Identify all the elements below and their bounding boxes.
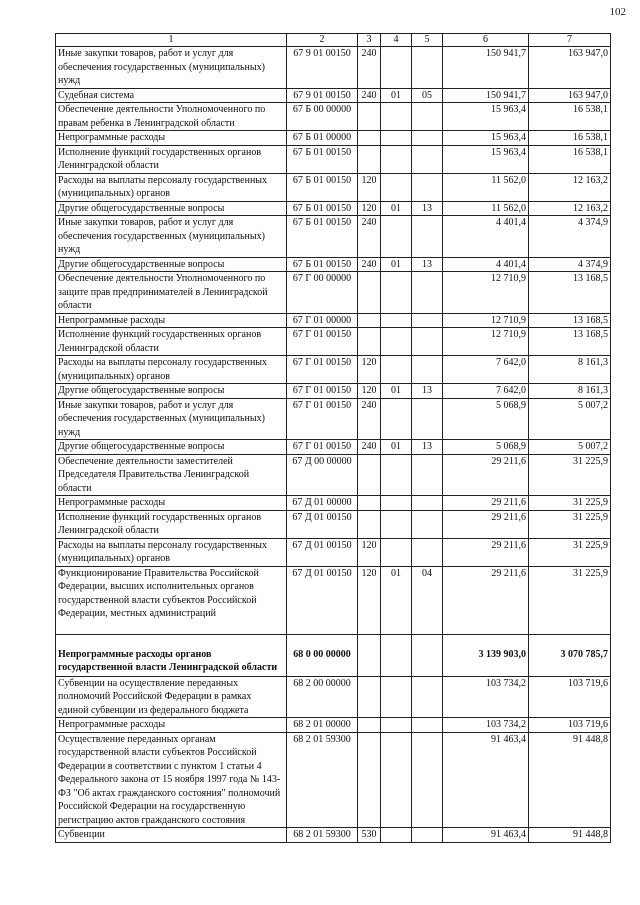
row-value-2018-cell: 12 710,9	[443, 328, 529, 356]
row-code-cell: 67 Д 01 00150	[287, 566, 358, 634]
row-rz-cell	[381, 216, 412, 258]
row-name-cell: Судебная система	[56, 88, 287, 103]
header-row	[56, 34, 611, 47]
row-vr-cell	[358, 272, 381, 314]
table-row	[56, 510, 611, 538]
row-rz-cell	[381, 173, 412, 201]
row-rz-cell	[381, 47, 412, 89]
header-cell: 4	[381, 34, 412, 47]
row-vr-cell: 240	[358, 440, 381, 455]
row-code-cell: 68 2 00 00000	[287, 676, 358, 718]
row-pr-cell	[412, 398, 443, 440]
row-code-cell: 67 Г 01 00150	[287, 384, 358, 399]
row-value-2019-cell: 4 374,9	[529, 216, 611, 258]
row-pr-cell: 13	[412, 257, 443, 272]
row-name-cell: Субвенции	[56, 828, 287, 843]
row-pr-cell	[412, 216, 443, 258]
row-vr-cell	[358, 510, 381, 538]
row-pr-cell	[412, 510, 443, 538]
row-code-cell: 67 Г 00 00000	[287, 272, 358, 314]
row-value-2018-cell: 150 941,7	[443, 47, 529, 89]
row-name-cell: Иные закупки товаров, работ и услуг для обеспечения государственных (муниципальных) нужд	[56, 47, 287, 89]
row-pr-cell: 13	[412, 201, 443, 216]
row-pr-cell	[412, 538, 443, 566]
row-rz-cell	[381, 634, 412, 676]
row-vr-cell: 240	[358, 257, 381, 272]
row-value-2018-cell: 15 963,4	[443, 103, 529, 131]
row-vr-cell	[358, 145, 381, 173]
table-body	[56, 47, 611, 843]
row-rz-cell: 01	[381, 566, 412, 634]
row-name-cell: Исполнение функций государственных органов Ленинградской области	[56, 145, 287, 173]
row-name-cell: Другие общегосударственные вопросы	[56, 440, 287, 455]
row-name-cell: Субвенции на осуществление переданных полномочий Российской Федерации в рамках единой субвенции из федерального бюджета	[56, 676, 287, 718]
row-value-2019-cell: 4 374,9	[529, 257, 611, 272]
row-name-cell: Непрограммные расходы	[56, 718, 287, 733]
row-value-2018-cell: 4 401,4	[443, 216, 529, 258]
row-code-cell: 67 9 01 00150	[287, 47, 358, 89]
table-row	[56, 88, 611, 103]
row-code-cell: 67 Д 01 00150	[287, 538, 358, 566]
row-value-2018-cell: 15 963,4	[443, 131, 529, 146]
row-rz-cell: 01	[381, 384, 412, 399]
row-value-2018-cell: 12 710,9	[443, 272, 529, 314]
row-code-cell: 68 0 00 00000	[287, 634, 358, 676]
table-row	[56, 257, 611, 272]
table-row	[56, 201, 611, 216]
row-pr-cell	[412, 313, 443, 328]
row-pr-cell	[412, 454, 443, 496]
row-name-cell: Исполнение функций государственных органов Ленинградской области	[56, 328, 287, 356]
row-value-2019-cell: 16 538,1	[529, 103, 611, 131]
row-value-2018-cell: 29 211,6	[443, 510, 529, 538]
row-pr-cell	[412, 272, 443, 314]
row-pr-cell	[412, 676, 443, 718]
row-value-2018-cell: 4 401,4	[443, 257, 529, 272]
row-value-2019-cell: 103 719,6	[529, 676, 611, 718]
row-value-2018-cell: 5 068,9	[443, 440, 529, 455]
table-row	[56, 328, 611, 356]
row-value-2018-cell: 29 211,6	[443, 538, 529, 566]
table-row	[56, 384, 611, 399]
row-rz-cell: 01	[381, 440, 412, 455]
row-vr-cell: 120	[358, 566, 381, 634]
row-rz-cell	[381, 828, 412, 843]
row-code-cell: 67 Г 01 00150	[287, 356, 358, 384]
row-vr-cell	[358, 718, 381, 733]
row-pr-cell	[412, 732, 443, 828]
row-name-cell: Обеспечение деятельности заместителей Председателя Правительства Ленинградской области	[56, 454, 287, 496]
table-row	[56, 634, 611, 676]
row-value-2019-cell: 31 225,9	[529, 538, 611, 566]
row-rz-cell	[381, 732, 412, 828]
row-rz-cell	[381, 313, 412, 328]
row-name-cell: Расходы на выплаты персоналу государственных (муниципальных) органов	[56, 538, 287, 566]
table-row	[56, 216, 611, 258]
row-code-cell: 67 Б 01 00150	[287, 201, 358, 216]
row-vr-cell: 240	[358, 398, 381, 440]
row-rz-cell	[381, 145, 412, 173]
row-name-cell: Другие общегосударственные вопросы	[56, 384, 287, 399]
header-cell: 1	[56, 34, 287, 47]
row-value-2019-cell: 8 161,3	[529, 356, 611, 384]
table-row	[56, 440, 611, 455]
table-row	[56, 454, 611, 496]
row-name-cell: Расходы на выплаты персоналу государственных (муниципальных) органов	[56, 356, 287, 384]
row-pr-cell: 04	[412, 566, 443, 634]
table-row	[56, 145, 611, 173]
table-row	[56, 356, 611, 384]
row-code-cell: 67 Б 01 00150	[287, 216, 358, 258]
table-row	[56, 131, 611, 146]
row-value-2018-cell: 29 211,6	[443, 454, 529, 496]
row-rz-cell	[381, 718, 412, 733]
row-name-cell: Обеспечение деятельности Уполномоченного по правам ребенка в Ленинградской области	[56, 103, 287, 131]
row-rz-cell	[381, 131, 412, 146]
row-value-2019-cell: 16 538,1	[529, 145, 611, 173]
row-pr-cell	[412, 356, 443, 384]
row-name-cell: Иные закупки товаров, работ и услуг для обеспечения государственных (муниципальных) нужд	[56, 398, 287, 440]
row-rz-cell	[381, 103, 412, 131]
row-rz-cell: 01	[381, 201, 412, 216]
row-value-2018-cell: 15 963,4	[443, 145, 529, 173]
table-row	[56, 566, 611, 634]
row-value-2019-cell: 13 168,5	[529, 328, 611, 356]
table-row	[56, 676, 611, 718]
row-value-2019-cell: 12 163,2	[529, 201, 611, 216]
row-vr-cell: 120	[358, 384, 381, 399]
row-pr-cell	[412, 173, 443, 201]
row-code-cell: 67 Д 00 00000	[287, 454, 358, 496]
row-value-2018-cell: 7 642,0	[443, 384, 529, 399]
header-cell: 6	[443, 34, 529, 47]
row-vr-cell: 120	[358, 173, 381, 201]
row-rz-cell	[381, 510, 412, 538]
row-pr-cell	[412, 634, 443, 676]
row-pr-cell	[412, 131, 443, 146]
row-name-cell: Исполнение функций государственных органов Ленинградской области	[56, 510, 287, 538]
row-value-2019-cell: 103 719,6	[529, 718, 611, 733]
row-value-2019-cell: 31 225,9	[529, 454, 611, 496]
row-value-2019-cell: 12 163,2	[529, 173, 611, 201]
row-value-2018-cell: 91 463,4	[443, 828, 529, 843]
row-rz-cell	[381, 328, 412, 356]
table-row	[56, 103, 611, 131]
row-value-2019-cell: 31 225,9	[529, 510, 611, 538]
row-value-2019-cell: 31 225,9	[529, 566, 611, 634]
row-pr-cell: 13	[412, 384, 443, 399]
budget-table	[55, 33, 611, 843]
row-name-cell: Расходы на выплаты персоналу государственных (муниципальных) органов	[56, 173, 287, 201]
row-name-cell: Осуществление переданных органам государственной власти субъектов Российской Федерации в соответствии с пунктом 1 статьи 4 Федерального закона от 15 ноября 1997 года № 143-ФЗ "Об актах гражданского состояния" полномочий Российской Федерации на государственную регистрацию актов гражданского состояния	[56, 732, 287, 828]
row-code-cell: 68 2 01 59300	[287, 732, 358, 828]
row-name-cell: Другие общегосударственные вопросы	[56, 257, 287, 272]
row-code-cell: 67 9 01 00150	[287, 88, 358, 103]
row-vr-cell	[358, 454, 381, 496]
row-name-cell: Функционирование Правительства Российской Федерации, высших исполнительных органов государственной власти субъектов Российской Федерации, местных администраций	[56, 566, 287, 634]
table-row	[56, 732, 611, 828]
row-value-2019-cell: 3 070 785,7	[529, 634, 611, 676]
row-rz-cell	[381, 496, 412, 511]
row-name-cell: Иные закупки товаров, работ и услуг для обеспечения государственных (муниципальных) нужд	[56, 216, 287, 258]
row-code-cell: 67 Г 01 00150	[287, 440, 358, 455]
row-rz-cell	[381, 272, 412, 314]
row-code-cell: 67 Б 00 00000	[287, 103, 358, 131]
row-rz-cell: 01	[381, 88, 412, 103]
table-row	[56, 398, 611, 440]
row-code-cell: 67 Г 01 00150	[287, 328, 358, 356]
row-value-2019-cell: 163 947,0	[529, 47, 611, 89]
row-value-2019-cell: 5 007,2	[529, 398, 611, 440]
row-pr-cell	[412, 828, 443, 843]
row-vr-cell: 240	[358, 216, 381, 258]
row-name-cell: Непрограммные расходы	[56, 496, 287, 511]
row-value-2018-cell: 29 211,6	[443, 496, 529, 511]
row-vr-cell	[358, 328, 381, 356]
row-value-2018-cell: 103 734,2	[443, 718, 529, 733]
page-number: 102	[609, 6, 626, 18]
row-pr-cell	[412, 145, 443, 173]
row-pr-cell: 13	[412, 440, 443, 455]
row-value-2018-cell: 11 562,0	[443, 173, 529, 201]
row-pr-cell: 05	[412, 88, 443, 103]
row-pr-cell	[412, 103, 443, 131]
row-pr-cell	[412, 718, 443, 733]
row-value-2018-cell: 103 734,2	[443, 676, 529, 718]
row-vr-cell: 530	[358, 828, 381, 843]
row-value-2019-cell: 163 947,0	[529, 88, 611, 103]
row-vr-cell	[358, 676, 381, 718]
row-name-cell: Другие общегосударственные вопросы	[56, 201, 287, 216]
row-name-cell: Обеспечение деятельности Уполномоченного по защите прав предпринимателей в Ленинградской области	[56, 272, 287, 314]
row-vr-cell: 120	[358, 201, 381, 216]
table-row	[56, 828, 611, 843]
row-value-2019-cell: 31 225,9	[529, 496, 611, 511]
row-value-2019-cell: 16 538,1	[529, 131, 611, 146]
row-vr-cell: 120	[358, 356, 381, 384]
row-value-2018-cell: 7 642,0	[443, 356, 529, 384]
row-vr-cell	[358, 496, 381, 511]
row-value-2018-cell: 91 463,4	[443, 732, 529, 828]
row-rz-cell: 01	[381, 257, 412, 272]
row-code-cell: 67 Б 01 00150	[287, 173, 358, 201]
row-rz-cell	[381, 676, 412, 718]
row-vr-cell	[358, 634, 381, 676]
row-value-2019-cell: 13 168,5	[529, 313, 611, 328]
row-code-cell: 67 Б 01 00150	[287, 257, 358, 272]
row-value-2018-cell: 11 562,0	[443, 201, 529, 216]
row-value-2018-cell: 12 710,9	[443, 313, 529, 328]
row-pr-cell	[412, 328, 443, 356]
row-value-2019-cell: 5 007,2	[529, 440, 611, 455]
row-vr-cell: 240	[358, 47, 381, 89]
header-cell: 3	[358, 34, 381, 47]
row-value-2018-cell: 150 941,7	[443, 88, 529, 103]
row-vr-cell	[358, 131, 381, 146]
row-rz-cell	[381, 356, 412, 384]
row-rz-cell	[381, 398, 412, 440]
row-vr-cell: 120	[358, 538, 381, 566]
row-vr-cell: 240	[358, 88, 381, 103]
row-value-2018-cell: 3 139 903,0	[443, 634, 529, 676]
row-code-cell: 67 Д 01 00000	[287, 496, 358, 511]
row-name-cell: Непрограммные расходы	[56, 131, 287, 146]
table-row	[56, 47, 611, 89]
row-vr-cell	[358, 313, 381, 328]
row-value-2019-cell: 13 168,5	[529, 272, 611, 314]
header-cell: 2	[287, 34, 358, 47]
row-code-cell: 67 Б 01 00150	[287, 145, 358, 173]
header-cell: 7	[529, 34, 611, 47]
row-value-2019-cell: 91 448,8	[529, 828, 611, 843]
row-code-cell: 67 Г 01 00150	[287, 398, 358, 440]
row-value-2018-cell: 5 068,9	[443, 398, 529, 440]
row-value-2018-cell: 29 211,6	[443, 566, 529, 634]
table-row	[56, 538, 611, 566]
row-code-cell: 68 2 01 00000	[287, 718, 358, 733]
table-row	[56, 718, 611, 733]
row-rz-cell	[381, 454, 412, 496]
table-row	[56, 496, 611, 511]
row-code-cell: 68 2 01 59300	[287, 828, 358, 843]
row-name-cell: Непрограммные расходы	[56, 313, 287, 328]
row-name-cell: Непрограммные расходы органов государственной власти Ленинградской области	[56, 634, 287, 676]
table-row	[56, 173, 611, 201]
row-code-cell: 67 Д 01 00150	[287, 510, 358, 538]
row-value-2019-cell: 8 161,3	[529, 384, 611, 399]
table-row	[56, 313, 611, 328]
row-pr-cell	[412, 47, 443, 89]
row-rz-cell	[381, 538, 412, 566]
row-code-cell: 67 Б 01 00000	[287, 131, 358, 146]
row-pr-cell	[412, 496, 443, 511]
row-code-cell: 67 Г 01 00000	[287, 313, 358, 328]
header-cell: 5	[412, 34, 443, 47]
row-vr-cell	[358, 732, 381, 828]
row-vr-cell	[358, 103, 381, 131]
row-value-2019-cell: 91 448,8	[529, 732, 611, 828]
table-row	[56, 272, 611, 314]
